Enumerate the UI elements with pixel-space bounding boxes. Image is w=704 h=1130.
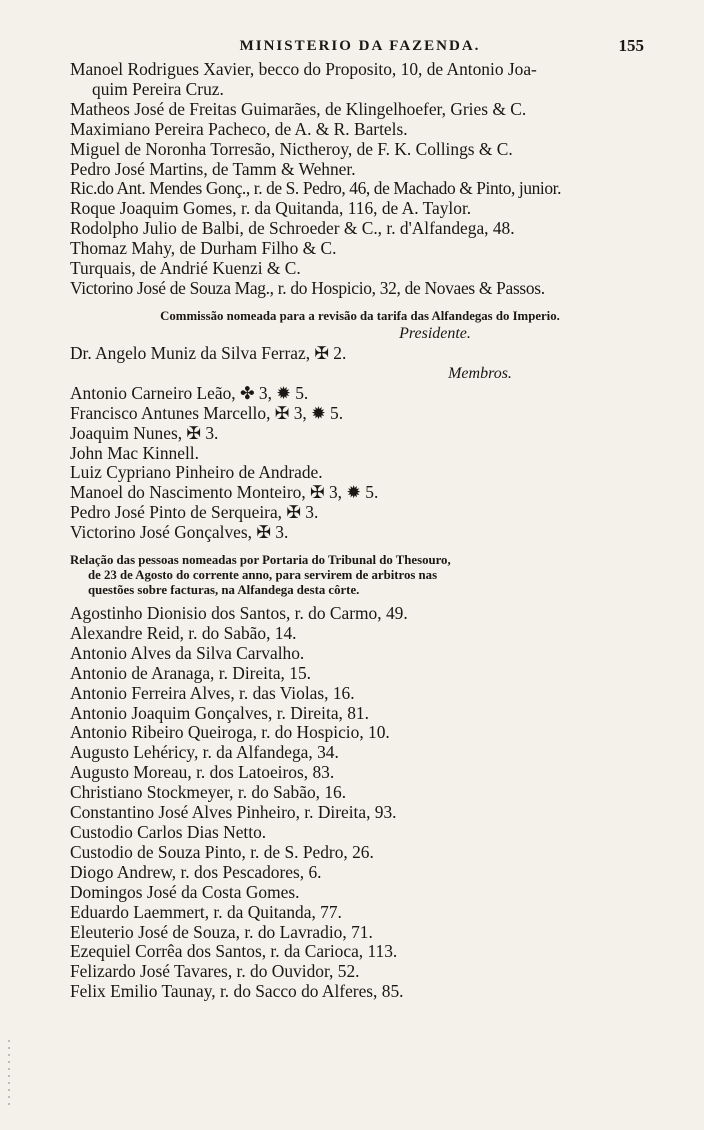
list-item: Matheos José de Freitas Guimarães, de Klingelhoefer, Gries & C. [70,98,527,119]
list-item: Felizardo José Tavares, r. do Ouvidor, 52. [70,961,360,982]
list-item: Felix Emilio Taunay, r. do Sacco do Alferes, 85. [70,981,404,1002]
list-item: Manoel Rodrigues Xavier, becco do Proposito, 10, de Antonio Joa- [70,59,537,79]
arbiters-section [70,553,650,1002]
president-label: Presidente. [399,324,471,342]
list-item: Thomaz Mahy, de Durham Filho & C. [70,238,337,259]
list-item: Antonio Ferreira Alves, r. das Violas, 16. [70,682,355,703]
document-page [70,34,650,1002]
list-item: Constantino José Alves Pinheiro, r. Direita, 93. [70,802,397,823]
list-item: John Mac Kinnell. [70,442,199,463]
list-item: Miguel de Noronha Torresão, Nictheroy, de F. K. Collings & C. [70,138,513,159]
list-item: Antonio Alves da Silva Carvalho. [70,642,305,663]
page-header [70,34,650,60]
list-item: Pedro José Pinto de Serqueira, ✠ 3. [70,502,319,523]
margin-smudge [8,1040,10,1110]
list-item: Rodolpho Julio de Balbi, de Schroeder & C., r. d'Alfandega, 48. [70,218,515,239]
section-heading-line: Relação das pessoas nomeadas por Portaria do Tribunal do Thesouro, [70,553,451,568]
list-item: Agostinho Dionisio dos Santos, r. do Carmo, 49. [70,603,408,624]
list-item: Victorino José Gonçalves, ✠ 3. [70,522,289,543]
list-item: Victorino José de Souza Mag., r. do Hospicio, 32, de Novaes & Passos. [70,277,545,298]
list-item: Domingos José da Costa Gomes. [70,881,300,902]
section-heading-line [70,583,650,598]
list-item: Ezequiel Corrêa dos Santos, r. da Carioca, 113. [70,941,398,962]
list-item: Manoel do Nascimento Monteiro, ✠ 3, ✹ 5. [70,482,379,503]
list-item: Antonio de Aranaga, r. Direita, 15. [70,662,311,683]
list-item: quim Pereira Cruz. [92,78,224,99]
members-label: Membros. [448,364,512,382]
commission-section [70,309,650,543]
president-entry: Dr. Angelo Muniz da Silva Ferraz, ✠ 2. [70,342,347,363]
page-number: 155 [618,36,644,55]
list-item: Pedro José Martins, de Tamm & Wehner. [70,158,356,179]
list-item: Custodio Carlos Dias Netto. [70,822,267,842]
list-item: Turquais, de Andrié Kuenzi & C. [70,258,301,279]
list-item: Christiano Stockmeyer, r. do Sabão, 16. [70,782,347,803]
section-heading-text: questões sobre facturas, na Alfandega desta côrte. [88,583,360,598]
top-list [70,60,650,299]
section-heading: Commissão nomeada para a revisão da tarifa das Alfandegas do Imperio. [160,308,560,323]
list-item: Diogo Andrew, r. dos Pescadores, 6. [70,861,322,882]
section-heading-text: de 23 de Agosto do corrente anno, para servirem de arbitros nas [88,568,438,583]
running-title: MINISTERIO DA FAZENDA. [239,38,481,54]
list-item: Eleuterio José de Souza, r. do Lavradio, 71. [70,921,373,942]
list-item: Antonio Carneiro Leão, ✤ 3, ✹ 5. [70,382,309,403]
list-item: Roque Joaquim Gomes, r. da Quitanda, 116, de A. Taylor. [70,198,472,219]
list-item: Augusto Moreau, r. dos Latoeiros, 83. [70,762,335,783]
list-item: Joaquim Nunes, ✠ 3. [70,422,219,443]
list-item: Luiz Cypriano Pinheiro de Andrade. [70,462,323,483]
list-item: Alexandre Reid, r. do Sabão, 14. [70,622,297,643]
list-item: Eduardo Laemmert, r. da Quitanda, 77. [70,901,342,922]
section-heading-line [70,568,650,583]
list-item: Ric.do Ant. Mendes Gonç., r. de S. Pedro, 46, de Machado & Pinto, junior. [70,178,562,199]
list-item: Custodio de Souza Pinto, r. de S. Pedro, 26. [70,841,374,862]
list-item: Antonio Joaquim Gonçalves, r. Direita, 81. [70,702,369,723]
list-item: Augusto Lehéricy, r. da Alfandega, 34. [70,742,339,763]
list-item: Francisco Antunes Marcello, ✠ 3, ✹ 5. [70,402,344,423]
list-item: Antonio Ribeiro Queiroga, r. do Hospicio, 10. [70,722,390,743]
list-item: Maximiano Pereira Pacheco, de A. & R. Bartels. [70,118,408,139]
